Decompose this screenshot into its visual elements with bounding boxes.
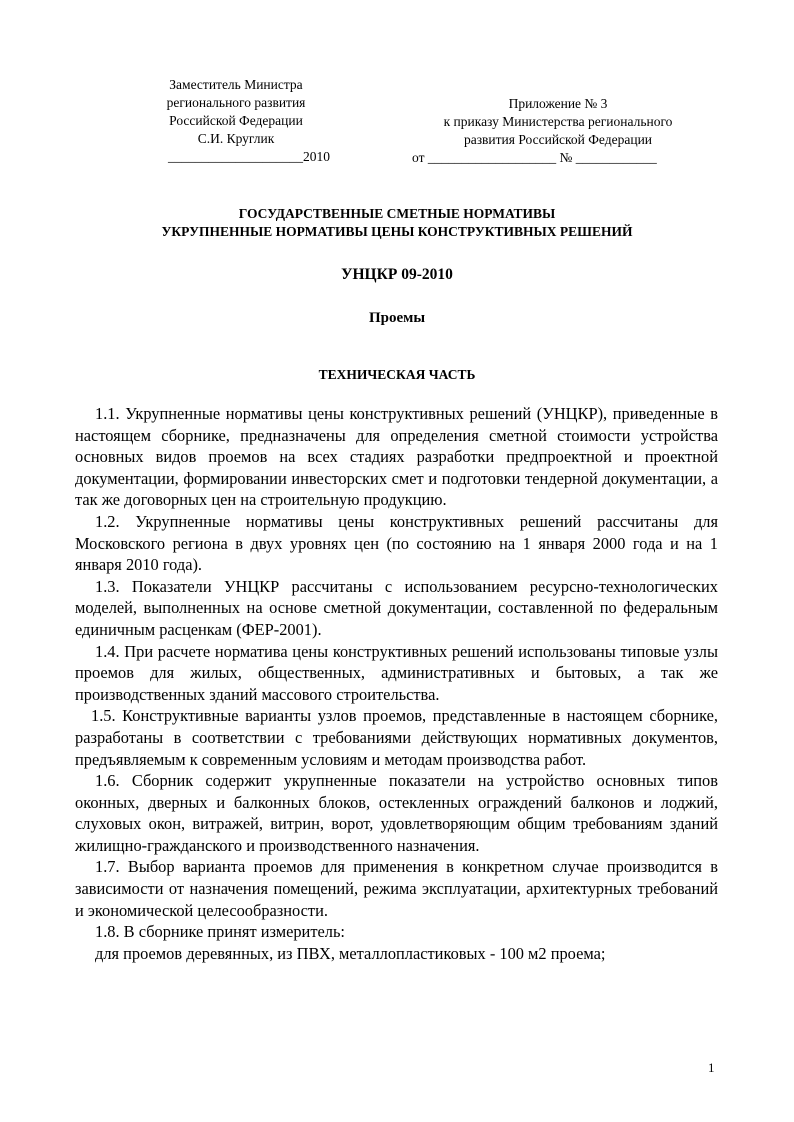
- paragraph-1-8: 1.8. В сборнике принят измеритель:: [95, 922, 345, 942]
- section-title: ТЕХНИЧЕСКАЯ ЧАСТЬ: [318, 367, 476, 382]
- heading-line-1: ГОСУДАРСТВЕННЫЕ СМЕТНЫЕ НОРМАТИВЫ: [238, 206, 556, 221]
- approval-country: Российской Федерации: [169, 113, 303, 128]
- approval-signatory: С.И. Круглик: [197, 131, 275, 146]
- approval-position: Заместитель Министра: [169, 77, 303, 92]
- paragraph-1-8-item: для проемов деревянных, из ПВХ, металлопластиковых - 100 м2 проема;: [95, 943, 606, 963]
- appendix-order-line: от ___________________ № ____________: [412, 150, 657, 165]
- document-body: [75, 403, 718, 964]
- page-number: 1: [708, 1060, 715, 1075]
- document-code: УНЦКР 09-2010: [341, 266, 453, 283]
- paragraph-1-3: 1.3. Показатели УНЦКР рассчитаны с использованием ресурсно-технологических моделей, выполненных на основе сметной документации, составленной по федеральным единичным расценкам (ФЕР-2001).: [75, 576, 718, 639]
- heading-line-2: УКРУПНЕННЫЕ НОРМАТИВЫ ЦЕНЫ КОНСТРУКТИВНЫХ РЕШЕНИЙ: [161, 224, 633, 239]
- document-heading: [0, 205, 794, 241]
- approval-date-line: ____________________2010: [168, 149, 330, 164]
- approval-position-ministry: регионального развития: [166, 95, 306, 110]
- document-subtitle: Проемы: [368, 310, 426, 326]
- appendix-order-reference: к приказу Министерства регионального: [443, 114, 673, 129]
- paragraph-1-4: 1.4. При расчете норматива цены конструктивных решений использованы типовые узлы проемов для жилых, общественных, административных и бытовых, а так же производственных зданий массового строительства.: [75, 641, 718, 704]
- appendix-ministry: развития Российской Федерации: [463, 132, 653, 147]
- approval-block: [142, 76, 330, 166]
- paragraph-1-1: 1.1. Укрупненные нормативы цены конструктивных решений (УНЦКР), приведенные в настоящем сборнике, предназначены для определения сметной стоимости устройства основных видов проемов на всех стадиях разработки предпроектной и проектной документации, формировании инвесторских смет и подготовки тендерной документации, а так же договорных цен на строительную продукцию.: [75, 404, 718, 510]
- paragraph-1-6: 1.6. Сборник содержит укрупненные показатели на устройство основных типов оконных, дверных и балконных блоков, остекленных ограждений балконов и лоджий, слуховых окон, витражей, витрин, ворот, удовлетворяющим общим требованиям зданий жилищно-гражданского и производственного назначения.: [75, 771, 718, 855]
- appendix-number: Приложение № 3: [508, 96, 608, 111]
- paragraph-1-2: 1.2. Укрупненные нормативы цены конструктивных решений рассчитаны для Московского региона в двух уровнях цен (по состоянию на 1 января 2000 года и на 1 января 2010 года).: [75, 511, 718, 575]
- paragraph-1-5: 1.5. Конструктивные варианты узлов проемов, представленные в настоящем сборнике, разработаны в соответствии с требованиями действующих нормативных документов, предъявляемым к современным условиям и методам производства работ.: [75, 706, 718, 769]
- appendix-block: [412, 95, 704, 167]
- paragraph-1-7: 1.7. Выбор варианта проемов для применения в конкретном случае производится в зависимости от назначения помещений, режима эксплуатации, архитектурных требований и экономической целесообразности.: [75, 857, 718, 920]
